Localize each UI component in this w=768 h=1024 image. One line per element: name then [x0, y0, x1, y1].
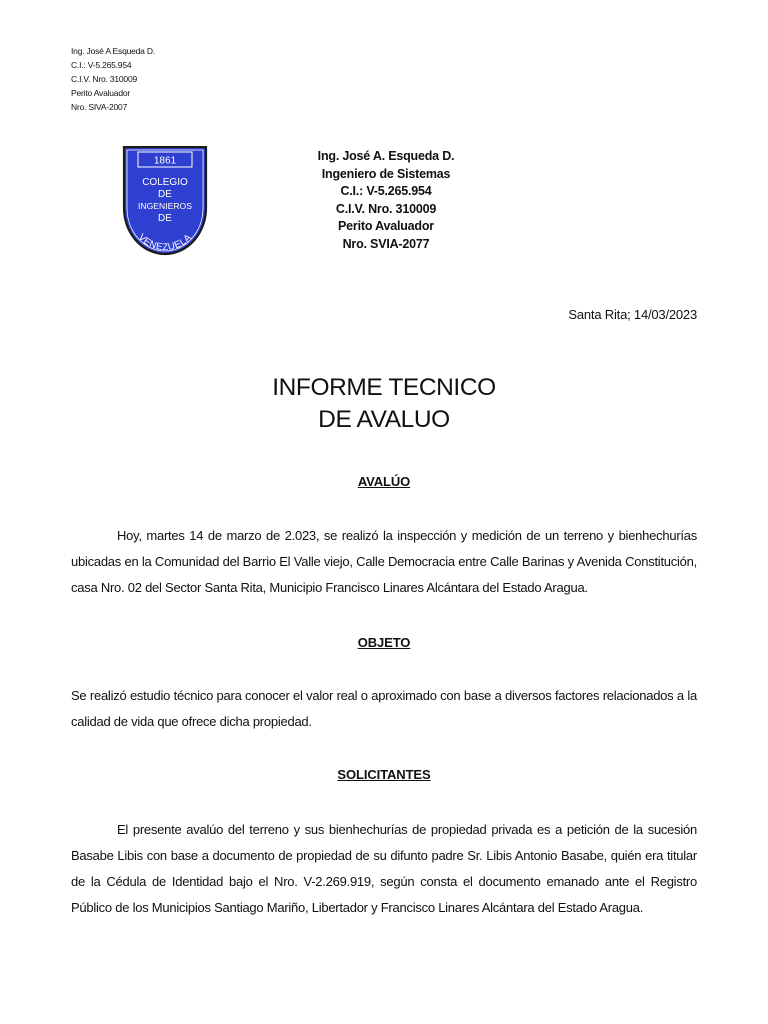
logo-year: 1861 [153, 155, 177, 167]
section-text-avaluo: Hoy, martes 14 de marzo de 2.023, se realizó la inspección y medición de un terreno y bienhechurías ubicadas en la Comunidad del Barrio El Valle viejo, Calle Democracia entre Calle Barinas y Avenida Constitución, casa Nro. 02 del Sector Santa Rita, Municipio Francisco Linares Alcántara del Estado Aragua. [71, 528, 697, 595]
logo-line-4: DE [158, 213, 172, 224]
letterhead-profession: Ingeniero de Sistemas [321, 166, 451, 181]
logo-line-3: INGENIEROS [138, 201, 192, 211]
letterhead-role: Perito Avaluador [338, 219, 434, 234]
title-line-1: INFORME TECNICO [272, 374, 496, 401]
sender-info-block [71, 44, 155, 114]
sender-name: Ing. José A Esqueda D. [71, 46, 155, 56]
section-heading-solicitantes: SOLICITANTES [337, 767, 431, 782]
letterhead-civ: C.I.V. Nro. 310009 [335, 201, 437, 216]
sender-ci: C.I.: V-5.265.954 [71, 60, 132, 70]
logo-line-2: DE [158, 189, 172, 200]
section-text-objeto: Se realizó estudio técnico para conocer el valor real o aproximado con base a diversos factores relacionados a la calidad de vida que ofrece dicha propiedad. [71, 688, 697, 729]
section-text-solicitantes: El presente avalúo del terreno y sus bienhechurías de propiedad privada es a petición de la sucesión Basabe Libis con base a documento de propiedad de su difunto padre Sr. Libis Antonio Basabe, quién era titular de la Cédula de Identidad bajo el Nro. V-2.269.919, según consta el documento emanado ante el Registro Público de los Municipios Santiago Mariño, Libertador y Francisco Linares Alcántara del Estado Aragua. [71, 822, 697, 915]
colegio-ingenieros-logo [122, 146, 208, 256]
document-date: Santa Rita; 14/03/2023 [568, 307, 697, 322]
section-heading-avaluo: AVALÚO [357, 474, 411, 489]
sender-registry: Nro. SIVA-2007 [71, 102, 128, 112]
letterhead-block [286, 148, 486, 254]
title-line-2: DE AVALUO [318, 406, 450, 433]
letterhead-name: Ing. José A. Esqueda D. [317, 149, 455, 163]
letterhead-registry: Nro. SVIA-2077 [342, 236, 430, 251]
letterhead-ci: C.I.: V-5.265.954 [340, 184, 432, 199]
sender-civ: C.I.V. Nro. 310009 [71, 74, 138, 84]
section-heading-objeto: OBJETO [357, 635, 411, 650]
document-title [0, 372, 768, 436]
sender-role: Perito Avaluador [71, 88, 131, 98]
logo-arc-text: VENEZUELA [135, 231, 195, 254]
logo-line-1: COLEGIO [142, 177, 188, 188]
